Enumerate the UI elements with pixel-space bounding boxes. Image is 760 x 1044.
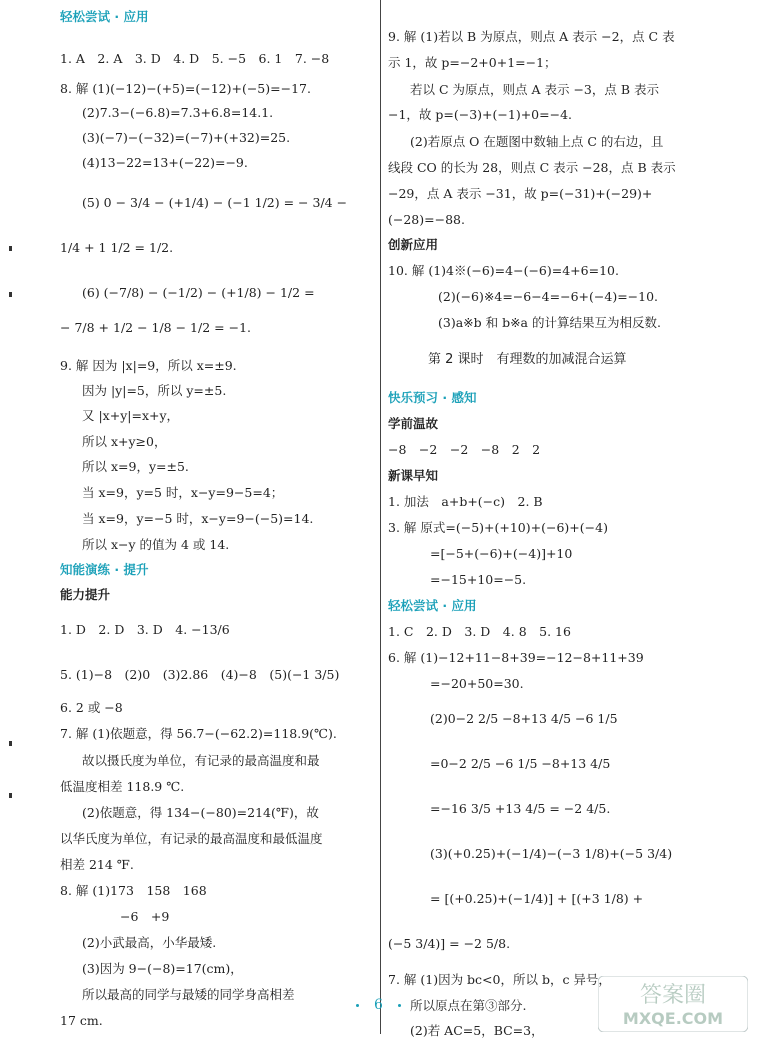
answer-line: 7. 解 (1)依题意，得 56.7−(−62.2)=118.9(℃). — [60, 726, 337, 741]
binding-mark — [9, 246, 12, 251]
binding-mark — [9, 793, 12, 798]
answer-line: 6. 解 (1)−12+11−8+39=−12−8+11+39 — [388, 650, 644, 665]
answer-line: (2)若 AC=5，BC=3， — [410, 1023, 544, 1038]
answer-line: 1. 加法 a+b+(−c) 2. B — [388, 494, 543, 509]
answer-line: 9. 解 (1)若以 B 为原点，则点 A 表示 −2，点 C 表 — [388, 29, 675, 44]
answer-line: (2)依题意，得 134−(−80)=214(℉)，故 — [82, 805, 319, 820]
section-heading: 知能演练 · 提升 — [60, 562, 149, 577]
answer-line: =−15+10=−5. — [430, 572, 527, 587]
answer-line: 当 x=9，y=−5 时，x−y=9−(−5)=14. — [82, 511, 314, 526]
answer-line: (2)小武最高，小华最矮. — [82, 935, 217, 950]
answer-line: (−5 3/4)] = −2 5/8. — [388, 936, 511, 951]
answer-line: 线段 CO 的长为 28，则点 C 表示 −28，点 B 表示 — [388, 160, 676, 175]
answer-line: 以华氏度为单位，有记录的最高温度和最低温度 — [60, 831, 323, 846]
answer-line: 所以 x=9，y=±5. — [82, 459, 189, 474]
answer-line: (2)若原点 O 在题图中数轴上点 C 的右边，且 — [410, 134, 664, 149]
answer-line: 因为 |y|=5，所以 y=±5. — [82, 383, 227, 398]
section-heading: 快乐预习 · 感知 — [388, 390, 477, 405]
answer-line: 5. (1)−8 (2)0 (3)2.86 (4)−8 (5)(−1 3/5) — [60, 667, 340, 682]
answer-line: (3)a※b 和 b※a 的计算结果互为相反数. — [438, 315, 661, 330]
subsection-heading: 能力提升 — [60, 587, 111, 602]
answer-line: 所以原点在第③部分. — [410, 998, 527, 1013]
answer-line: 1/4 + 1 1/2 = 1/2. — [60, 240, 174, 255]
answer-line: 示 1，故 p=−2+0+1=−1； — [388, 55, 557, 70]
answer-line: (−28)=−88. — [388, 212, 465, 227]
binding-mark — [9, 741, 12, 746]
answer-line: (3)因为 9−(−8)=17(cm)， — [82, 961, 243, 976]
answer-line: =−20+50=30. — [430, 676, 524, 691]
answer-line: =−16 3/5 +13 4/5 = −2 4/5. — [430, 801, 611, 816]
answer-line: −29，点 A 表示 −31，故 p=(−31)+(−29)+ — [388, 186, 653, 201]
answer-line: =0−2 2/5 −6 1/5 −8+13 4/5 — [430, 756, 611, 771]
answer-line: −8 −2 −2 −8 2 2 — [388, 442, 541, 457]
answer-line: (6) (−7/8) − (−1/2) − (+1/8) − 1/2 = — [82, 285, 315, 300]
answer-line: 若以 C 为原点，则点 A 表示 −3，点 B 表示 — [410, 82, 660, 97]
answer-line: − 7/8 + 1/2 − 1/8 − 1/2 = −1. — [60, 320, 251, 335]
answer-line: 所以 x−y 的值为 4 或 14. — [82, 537, 230, 552]
answer-line: (3)(+0.25)+(−1/4)−(−3 1/8)+(−5 3/4) — [430, 846, 673, 861]
page-number-dot — [356, 1004, 359, 1007]
answer-line: = [(+0.25)+(−1/4)] + [(+3 1/8) + — [430, 891, 644, 906]
answer-line: 又 |x+y|=x+y， — [82, 408, 180, 423]
watermark-text-top: 答案圈 — [639, 983, 707, 1008]
answer-line: (3)(−7)−(−32)=(−7)+(+32)=25. — [82, 130, 291, 145]
subsection-heading: 新课早知 — [388, 468, 439, 483]
watermark-logo — [598, 976, 748, 1032]
answer-line: 故以摄氏度为单位，有记录的最高温度和最 — [82, 753, 320, 768]
answer-line: −6 +9 — [120, 909, 170, 924]
page-number: 6 — [374, 997, 383, 1013]
answer-line: 3. 解 原式=(−5)+(+10)+(−6)+(−4) — [388, 520, 608, 535]
answer-line: =[−5+(−6)+(−4)]+10 — [430, 546, 573, 561]
answer-line: 1. C 2. D 3. D 4. 8 5. 16 — [388, 624, 571, 639]
watermark-text-bottom: MXQE.COM — [622, 1009, 724, 1028]
answer-line: 所以最高的同学与最矮的同学身高相差 — [82, 987, 295, 1002]
answer-line: 8. 解 (1)(−12)−(+5)=(−12)+(−5)=−17. — [60, 81, 311, 96]
subsection-heading: 学前温故 — [388, 416, 439, 431]
column-divider — [380, 0, 381, 1034]
lesson-title: 第 2 课时 有理数的加减混合运算 — [428, 352, 627, 367]
binding-mark — [9, 292, 12, 297]
answer-line: 10. 解 (1)4※(−6)=4−(−6)=4+6=10. — [388, 263, 619, 278]
answer-line: 当 x=9，y=5 时，x−y=9−5=4； — [82, 485, 284, 500]
page-number-dot — [398, 1004, 401, 1007]
answer-line: (4)13−22=13+(−22)=−9. — [82, 155, 248, 170]
subsection-heading: 创新应用 — [388, 237, 439, 252]
answer-line: (2)7.3−(−6.8)=7.3+6.8=14.1. — [82, 105, 274, 120]
answer-line: 所以 x+y≥0， — [82, 434, 167, 449]
answer-line: (2)(−6)※4=−6−4=−6+(−4)=−10. — [438, 289, 659, 304]
answer-line: 9. 解 因为 |x|=9，所以 x=±9. — [60, 358, 237, 373]
answer-line: 1. A 2. A 3. D 4. D 5. −5 6. 1 7. −8 — [60, 51, 330, 66]
answer-line: 1. D 2. D 3. D 4. −13/6 — [60, 622, 230, 637]
answer-line: (5) 0 − 3/4 − (+1/4) − (−1 1/2) = − 3/4 − — [82, 195, 348, 210]
answer-line: 6. 2 或 −8 — [60, 700, 123, 715]
section-heading: 轻松尝试 · 应用 — [388, 598, 477, 613]
answer-line: 低温度相差 118.9 ℃. — [60, 779, 185, 794]
answer-line: −1，故 p=(−3)+(−1)+0=−4. — [388, 107, 573, 122]
answer-line: 7. 解 (1)因为 bc<0，所以 b，c 异号， — [388, 972, 611, 987]
answer-line: (2)0−2 2/5 −8+13 4/5 −6 1/5 — [430, 711, 618, 726]
answer-line: 17 cm. — [60, 1013, 103, 1028]
answer-line: 8. 解 (1)173 158 168 — [60, 883, 207, 898]
answer-line: 相差 214 ℉. — [60, 857, 134, 872]
section-heading: 轻松尝试 · 应用 — [60, 9, 149, 24]
